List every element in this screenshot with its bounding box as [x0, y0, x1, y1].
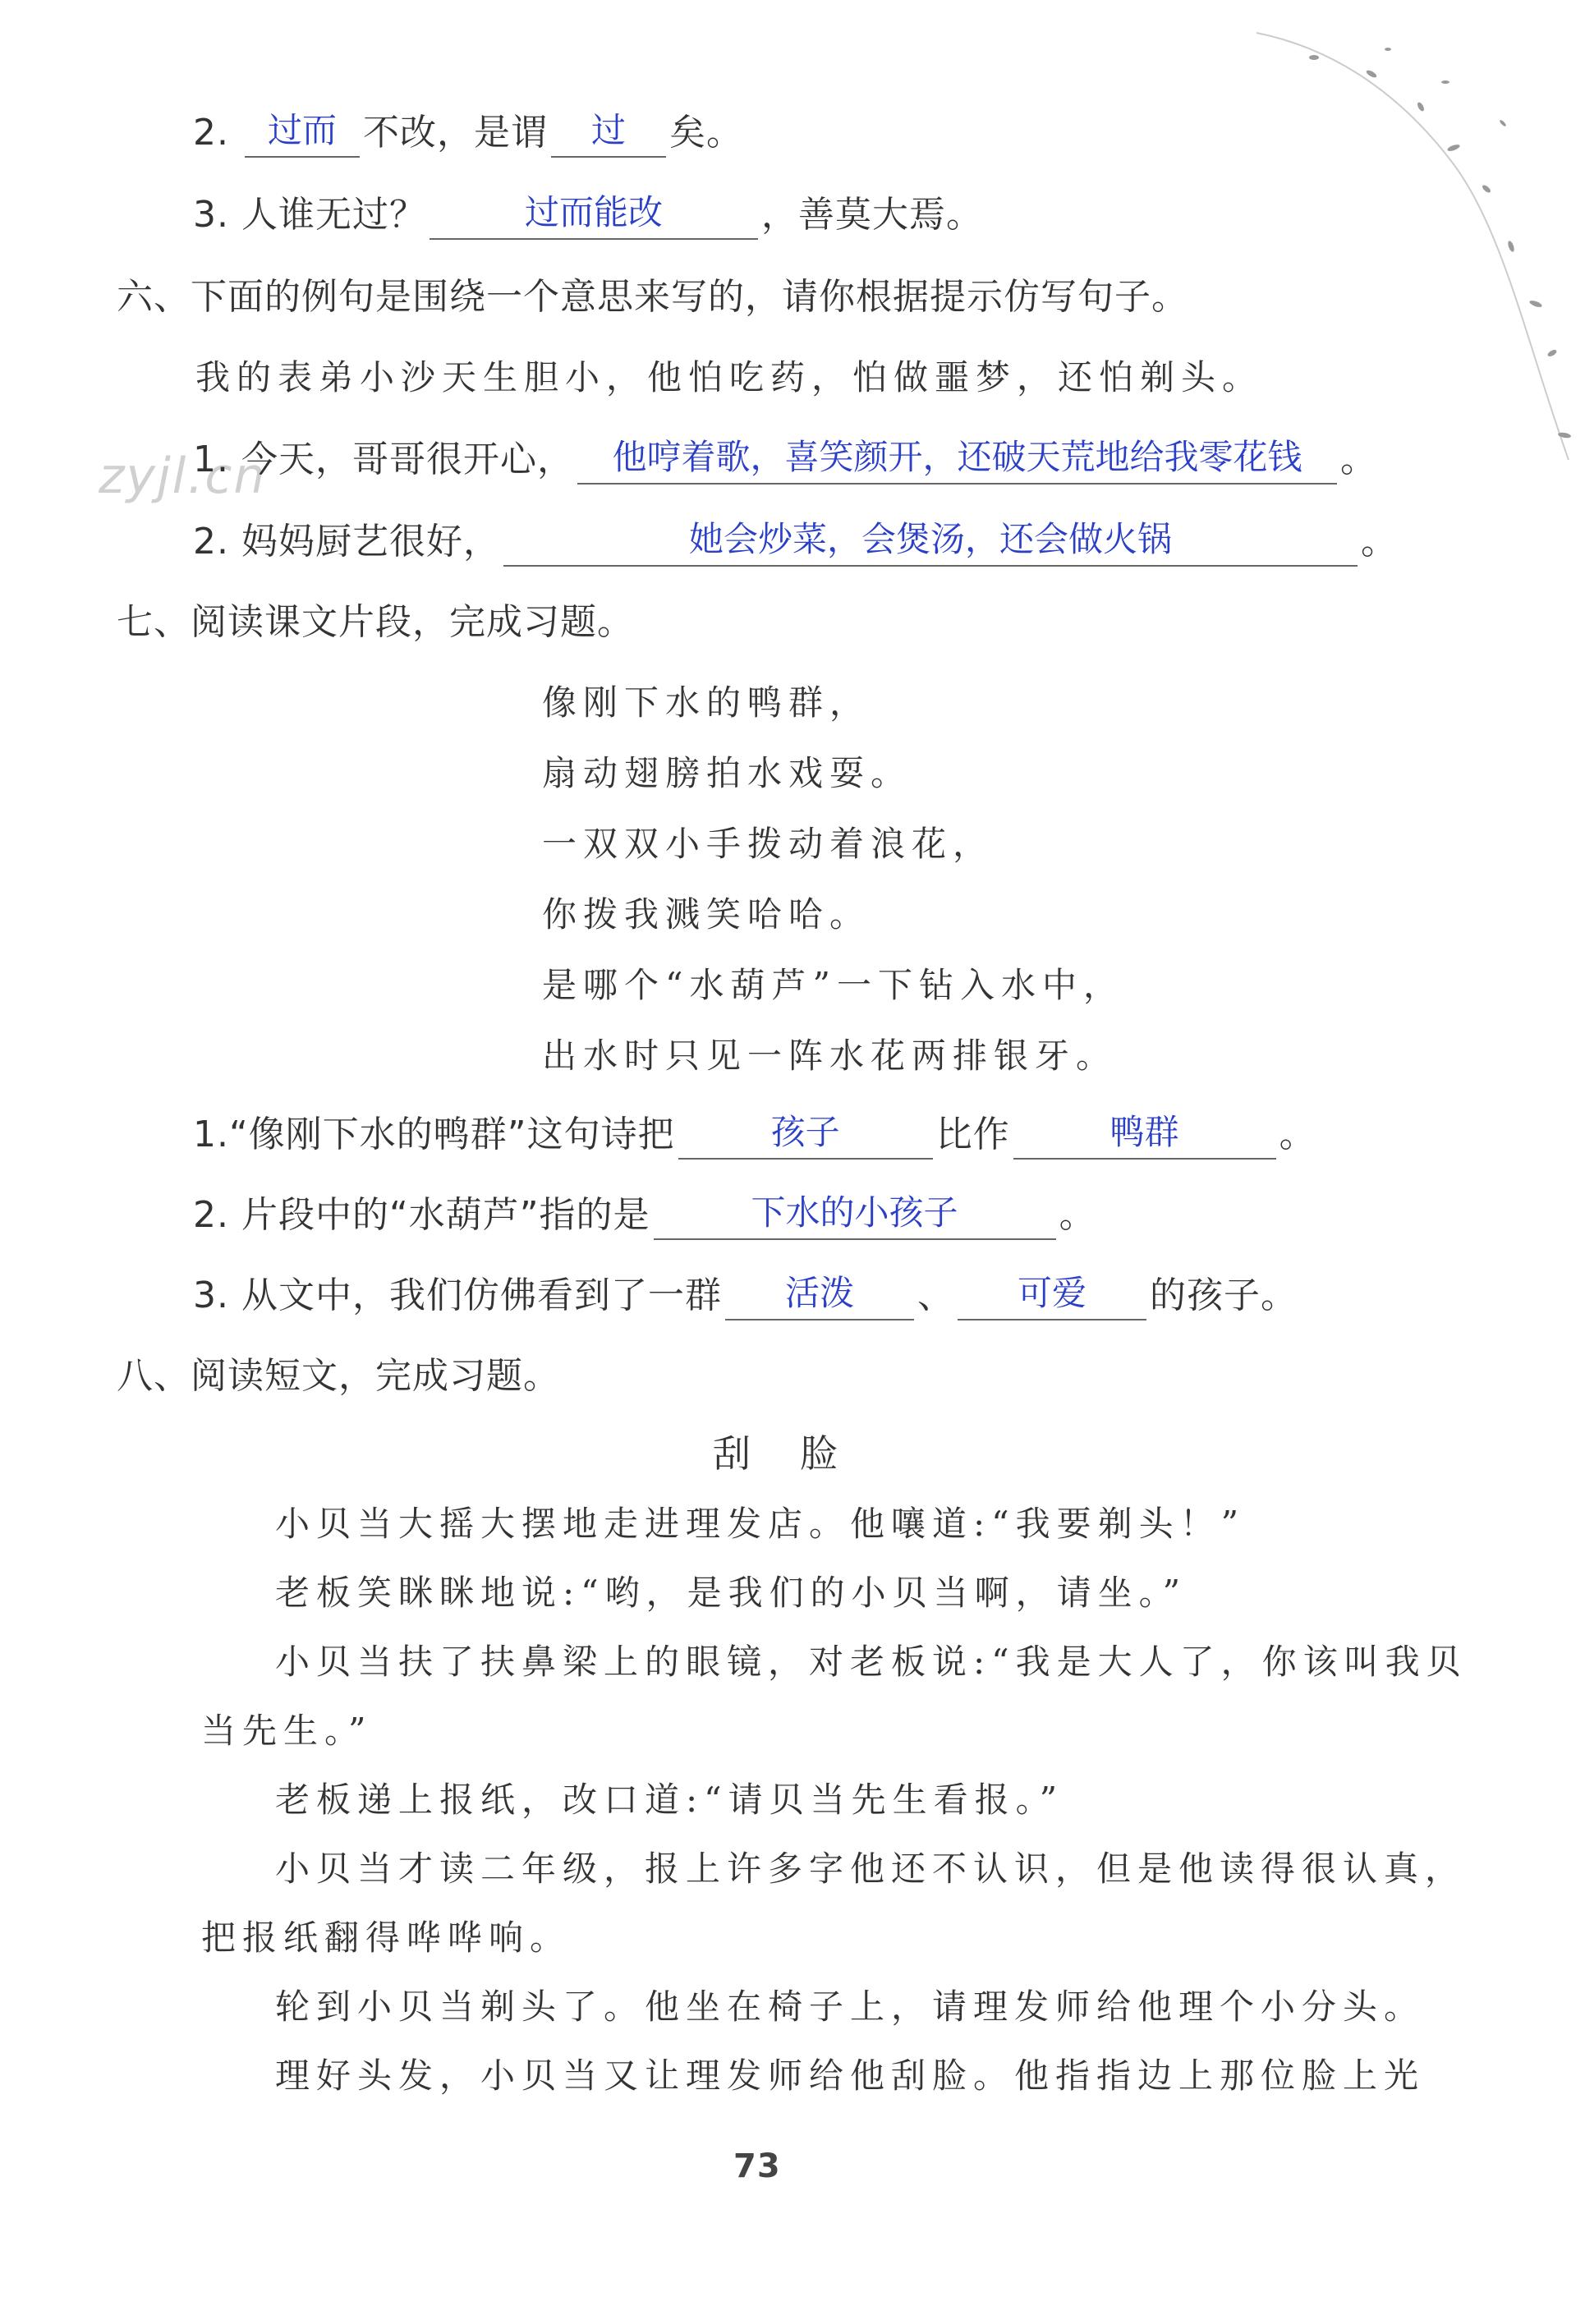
answer-blank[interactable]: 下水的小孩子	[654, 1199, 1056, 1240]
passage-line: 小贝当才读二年级，报上许多字他还不认识，但是他读得很认真，	[275, 1849, 1467, 1889]
passage-line: 把报纸翻得哗哗响。	[201, 1918, 572, 1958]
s7-q3: 3. 从文中，我们仿佛看到了一群 活泼 、 可爱 的孩子。	[193, 1271, 1298, 1320]
s6-example: 我的表弟小沙天生胆小，他怕吃药，怕做噩梦，还怕剃头。	[195, 357, 1264, 397]
poem-line: 像刚下水的鸭群，	[542, 682, 871, 723]
s5-q3: 3. 人谁无过？ 过而能改 ，善莫大焉。	[193, 191, 983, 240]
passage-line: 当先生。”	[201, 1711, 373, 1751]
s7-heading: 七、阅读课文片段，完成习题。	[117, 601, 634, 643]
s5-q2: 2. 过而 不改，是谓 过 矣。	[193, 108, 743, 158]
s6-heading: 六、下面的例句是围绕一个意思来写的，请你根据提示仿写句子。	[117, 276, 1188, 318]
poem-line: 出水时只见一阵水花两排银牙。	[542, 1036, 1118, 1076]
passage-line: 理好头发，小贝当又让理发师给他刮脸。他指指边上那位脸上光	[275, 2055, 1426, 2096]
passage-line: 老板递上报纸，改口道:“请贝当先生看报。”	[275, 1780, 1064, 1820]
s6-q2: 2. 妈妈厨艺很好， 她会炒菜，会煲汤，还会做火锅 。	[193, 517, 1398, 567]
poem-line: 是哪个“水葫芦”一下钻入水中，	[542, 965, 1124, 1005]
answer-blank[interactable]: 过而	[245, 117, 360, 158]
answer-blank[interactable]: 鸭群	[1013, 1118, 1276, 1160]
answer-blank[interactable]: 过	[551, 117, 666, 158]
s6-q1: 1. 今天，哥哥很开心， 他哼着歌，喜笑颜开，还破天荒地给我零花钱 。	[193, 435, 1377, 485]
answer-blank[interactable]: 过而能改	[430, 199, 758, 240]
leaf-decoration	[1240, 0, 1585, 493]
answer-blank[interactable]: 孩子	[678, 1118, 933, 1160]
page-number: 73	[733, 2147, 781, 2185]
poem-line: 一双双小手拨动着浪花，	[542, 824, 995, 864]
s7-q1: 1.“像刚下水的鸭群”这句诗把 孩子 比作 鸭群 。	[193, 1110, 1316, 1160]
answer-blank[interactable]: 他哼着歌，喜笑颜开，还破天荒地给我零花钱	[577, 443, 1337, 485]
answer-blank[interactable]: 她会炒菜，会煲汤，还会做火锅	[503, 526, 1358, 567]
passage-line: 小贝当大摇大摆地走进理发店。他嚷道:“我要剃头！”	[275, 1504, 1246, 1544]
passage-title: 刮脸	[713, 1431, 887, 1476]
passage-line: 小贝当扶了扶鼻梁上的眼镜，对老板说:“我是大人了，你该叫我贝	[275, 1642, 1468, 1682]
poem-line: 你拨我溅笑哈哈。	[542, 894, 871, 935]
answer-blank[interactable]: 可爱	[958, 1279, 1146, 1320]
passage-line: 老板笑眯眯地说:“哟，是我们的小贝当啊，请坐。”	[275, 1573, 1188, 1613]
passage-line: 轮到小贝当剃头了。他坐在椅子上，请理发师给他理个小分头。	[275, 1986, 1426, 2027]
watermark: zyjl.cn	[99, 448, 267, 505]
s8-heading: 八、阅读短文，完成习题。	[117, 1355, 560, 1397]
answer-blank[interactable]: 活泼	[725, 1279, 914, 1320]
poem-line: 扇动翅膀拍水戏耍。	[542, 753, 912, 793]
s7-q2: 2. 片段中的“水葫芦”指的是 下水的小孩子 。	[193, 1191, 1096, 1240]
